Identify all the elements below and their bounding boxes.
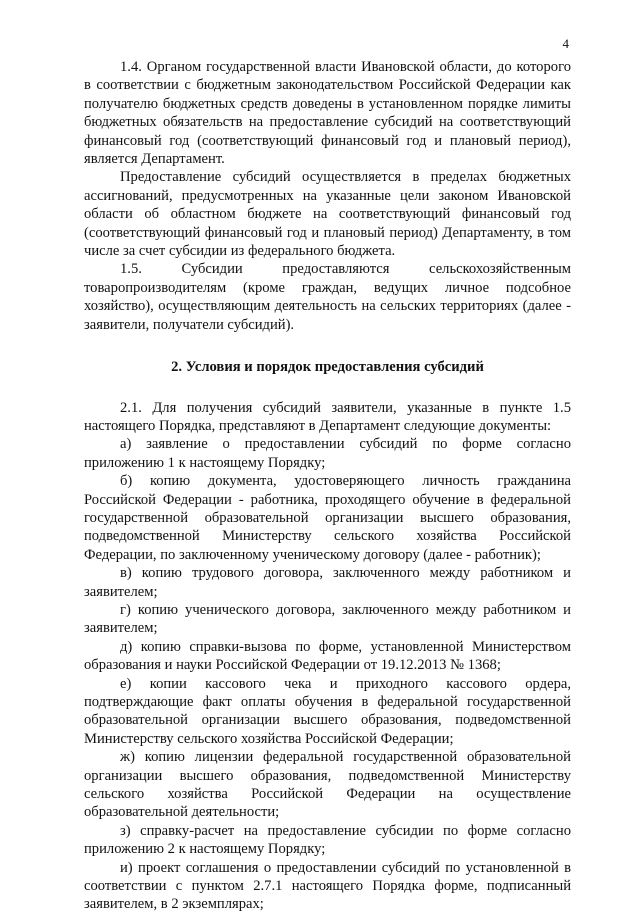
list-item-v: в) копию трудового договора, заключенного между работником и заявителем;: [84, 565, 571, 600]
paragraph-subsidy-budget: Предоставление субсидий осуществляется в пределах бюджетных ассигнований, предусмотренных на указанные цели законом Ивановской области об областном бюджете на соответствующий финансовый год (соответствующий финансовый год и плановый период) Департаменту, в том числе за счет субсидии из федерального бюджета.: [84, 169, 571, 260]
paragraph-1-5: 1.5. Субсидии предоставляются сельскохозяйственным товаропроизводителям (кроме граждан, ведущих личное подсобное хозяйство), осуществляющим деятельность на сельских территориях (далее - заявители, получатели субсидий).: [84, 261, 571, 333]
paragraph-2-1: 2.1. Для получения субсидий заявители, указанные в пункте 1.5 настоящего Порядка, представляют в Департамент следующие документы:: [84, 399, 571, 434]
list-item-e: е) копии кассового чека и приходного кассового ордера, подтверждающие факт оплаты обучения в федеральной государственной образовательной организации высшего образования, подведомственной Министерству сельского хозяйства Российской Федерации;: [84, 675, 571, 747]
list-item-d: д) копию справки-вызова по форме, установленной Министерством образования и науки Российской Федерации от 19.12.2013 № 1368;: [84, 638, 571, 674]
list-item-a: а) заявление о предоставлении субсидий по форме согласно приложению 1 к настоящему Порядку;: [84, 436, 571, 471]
list-item-b: б) копию документа, удостоверяющего личность гражданина Российской Федерации - работника, проходящего обучение в федеральной государственной образовательной организации высшего образования, подведомственной Министерству сельского хозяйства Российской Федерации, по заключенному ученическому договору (далее - работник);: [84, 473, 571, 563]
paragraph-1-4: 1.4. Органом государственной власти Ивановской области, до которого в соответствии с бюджетным законодательством Российской Федерации как получателю бюджетных средств доведены в установленном порядке лимиты бюджетных обязательств на предоставление субсидий на соответствующий финансовый год (соответствующий финансовый год и плановый период), является Департамент.: [84, 59, 571, 168]
list-item-g: г) копию ученического договора, заключенного между работником и заявителем;: [84, 601, 571, 637]
list-item-zh: ж) копию лицензии федеральной государственной образовательной организации высшего образования, подведомственной Министерству сельского хозяйства Российской Федерации на осуществление образовательной деятельности;: [84, 749, 571, 821]
list-item-z: з) справку-расчет на предоставление субсидии по форме согласно приложению 2 к настоящему Порядку;: [84, 822, 571, 858]
page-number: 4: [562, 36, 569, 51]
list-item-i: и) проект соглашения о предоставлении субсидий по установленной в соответствии с пунктом 2.7.1 настоящего Порядка форме, подписанный заявителем, в 2 экземплярах;: [84, 859, 571, 913]
section-heading: 2. Условия и порядок предоставления субсидий: [171, 359, 484, 376]
document-body: [84, 58, 571, 914]
